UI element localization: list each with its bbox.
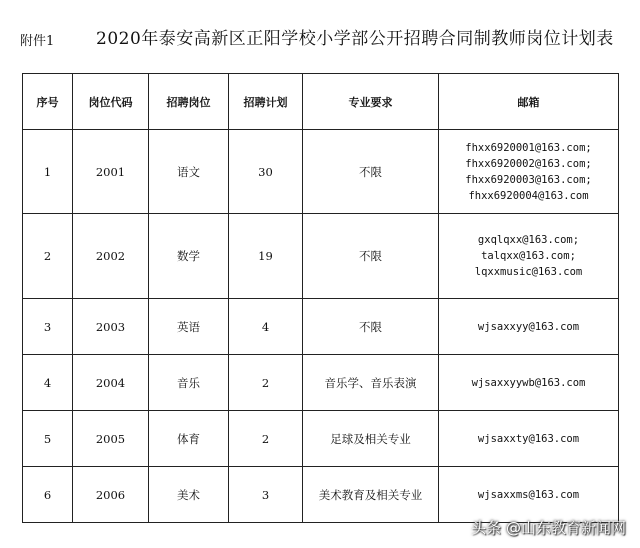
cell-post: 美术 (149, 467, 229, 523)
cell-no: 3 (23, 299, 73, 355)
email-text: fhxx6920001@163.com; (465, 141, 592, 154)
cell-major: 不限 (303, 299, 439, 355)
cell-plan: 4 (229, 299, 303, 355)
cell-post: 数学 (149, 214, 229, 299)
cell-major: 足球及相关专业 (303, 411, 439, 467)
cell-email (439, 467, 619, 523)
email-text: wjsaxxty@163.com (477, 432, 580, 445)
table-row (23, 355, 619, 411)
cell-code: 2001 (73, 130, 149, 214)
cell-major: 不限 (303, 130, 439, 214)
header-plan: 招聘计划 (229, 74, 303, 130)
cell-major: 音乐学、音乐表演 (303, 355, 439, 411)
cell-email (439, 130, 619, 214)
cell-no: 6 (23, 467, 73, 523)
email-text: fhxx6920004@163.com (468, 189, 589, 202)
attachment-label: 附件1 (20, 34, 55, 49)
header-no: 序号 (23, 74, 73, 130)
cell-post: 英语 (149, 299, 229, 355)
table-row (23, 130, 619, 214)
cell-post: 语文 (149, 130, 229, 214)
email-text: fhxx6920002@163.com; (465, 157, 592, 170)
header-post: 招聘岗位 (149, 74, 229, 130)
cell-major: 不限 (303, 214, 439, 299)
email-text: fhxx6920003@163.com; (465, 173, 592, 186)
table-header-row (23, 74, 619, 130)
cell-no: 2 (23, 214, 73, 299)
cell-plan: 30 (229, 130, 303, 214)
header-code: 岗位代码 (73, 74, 149, 130)
header-major: 专业要求 (303, 74, 439, 130)
cell-plan: 19 (229, 214, 303, 299)
email-text: wjsaxxyywb@163.com (471, 376, 586, 389)
table-row (23, 299, 619, 355)
cell-post: 音乐 (149, 355, 229, 411)
cell-major: 美术教育及相关专业 (303, 467, 439, 523)
cell-email (439, 299, 619, 355)
cell-no: 1 (23, 130, 73, 214)
email-text: gxqlqxx@163.com; (477, 234, 580, 246)
cell-plan: 3 (229, 467, 303, 523)
cell-post: 体育 (149, 411, 229, 467)
cell-no: 4 (23, 355, 73, 411)
recruitment-table (22, 73, 619, 523)
cell-email (439, 411, 619, 467)
cell-email (439, 214, 619, 299)
email-text: lqxxmusic@163.com (474, 266, 583, 278)
cell-code: 2005 (73, 411, 149, 467)
email-text: talqxx@163.com; (481, 250, 576, 262)
table-row (23, 411, 619, 467)
page-title: 2020年泰安高新区正阳学校小学部公开招聘合同制教师岗位计划表 (96, 29, 614, 49)
cell-plan: 2 (229, 411, 303, 467)
cell-code: 2003 (73, 299, 149, 355)
table-row (23, 467, 619, 523)
cell-code: 2004 (73, 355, 149, 411)
cell-code: 2002 (73, 214, 149, 299)
source-watermark: 头条 @山东教育新闻网 (471, 519, 626, 537)
table-row (23, 214, 619, 299)
cell-email (439, 355, 619, 411)
email-text: wjsaxxms@163.com (477, 488, 580, 501)
cell-code: 2006 (73, 467, 149, 523)
cell-plan: 2 (229, 355, 303, 411)
header-email: 邮箱 (439, 74, 619, 130)
cell-no: 5 (23, 411, 73, 467)
email-text: wjsaxxyy@163.com (477, 320, 580, 333)
